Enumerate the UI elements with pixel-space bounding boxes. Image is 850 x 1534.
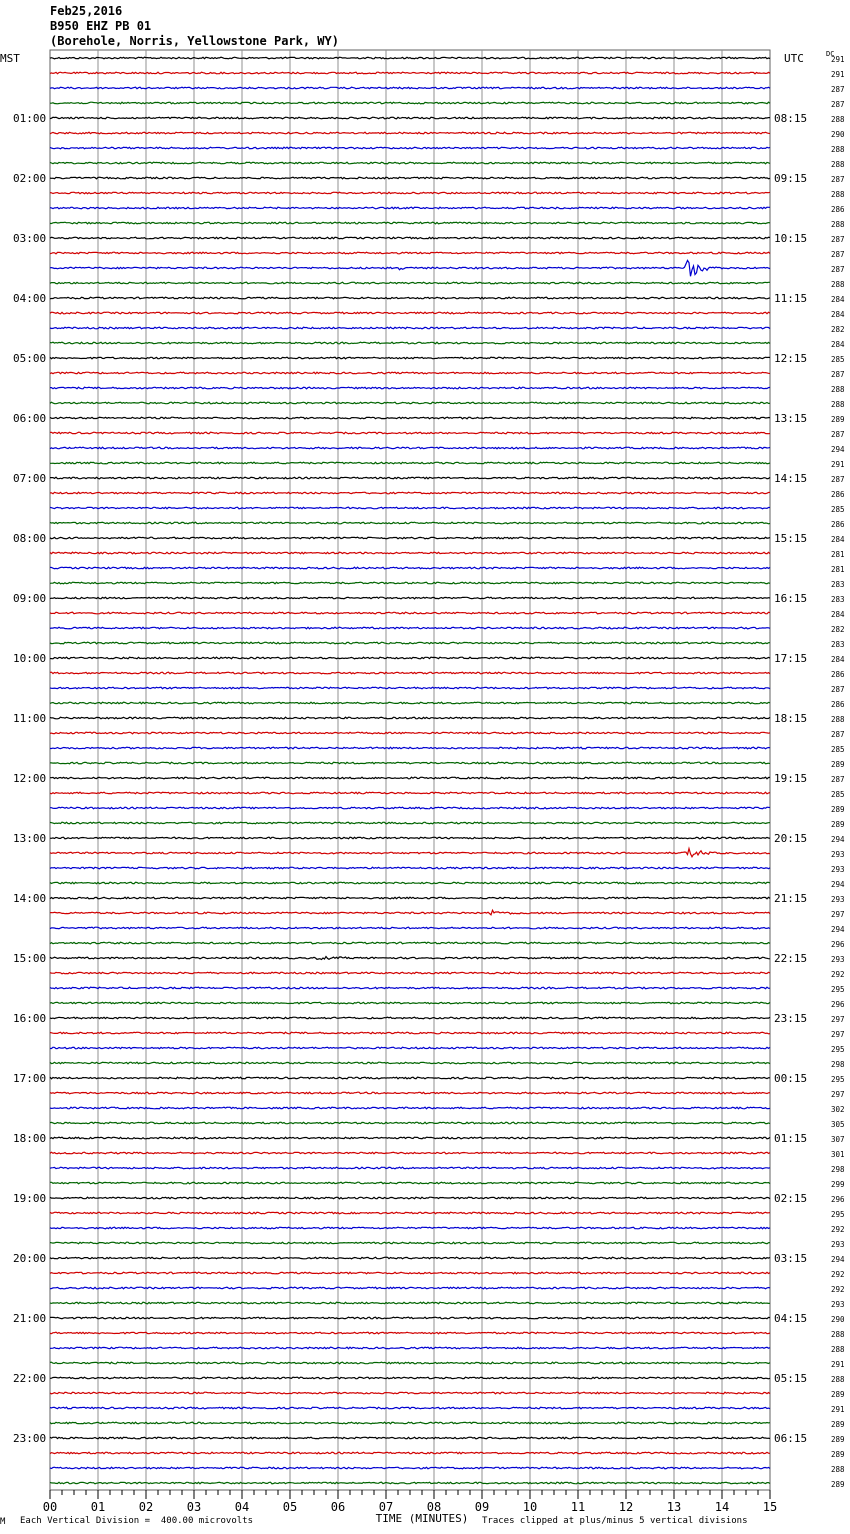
dc-offset-label: 284 [831, 295, 845, 304]
dc-offset-label: 291 [831, 70, 845, 79]
dc-offset-label: 288 [831, 190, 845, 199]
dc-offset-label: 289 [831, 1480, 845, 1489]
left-hour-label: 21:00 [13, 1312, 47, 1325]
dc-offset-label: 289 [831, 760, 845, 769]
x-tick-label: 04 [234, 1500, 250, 1514]
right-hour-label: 00:15 [774, 1072, 808, 1085]
dc-offset-label: 293 [831, 1300, 845, 1309]
seismic-trace [50, 537, 770, 539]
seismic-trace [50, 1332, 770, 1334]
right-hour-label: 12:15 [774, 352, 808, 365]
dc-offset-label: 297 [831, 910, 845, 919]
dc-offset-label: 289 [831, 805, 845, 814]
right-hour-label: 09:15 [774, 172, 808, 185]
x-tick-label: 15 [762, 1500, 778, 1514]
seismic-trace [50, 1272, 770, 1274]
x-tick-label: 11 [570, 1500, 586, 1514]
dc-offset-label: 284 [831, 655, 845, 664]
left-hour-label: 18:00 [13, 1132, 47, 1145]
dc-offset-label: 285 [831, 505, 845, 514]
dc-offset-label: 286 [831, 700, 845, 709]
seismic-trace [50, 822, 770, 824]
seismic-trace [50, 567, 770, 569]
seismic-trace [50, 717, 770, 719]
dc-offset-label: 287 [831, 475, 845, 484]
seismic-trace [50, 1182, 770, 1184]
seismic-trace [50, 342, 770, 344]
x-tick-label: 14 [714, 1500, 730, 1514]
right-hour-label: 20:15 [774, 832, 808, 845]
dc-offset-label: 288 [831, 220, 845, 229]
seismic-trace [50, 282, 770, 284]
dc-offset-label: 295 [831, 985, 845, 994]
seismic-trace [50, 1377, 770, 1379]
x-tick-label: 07 [378, 1500, 394, 1514]
dc-offset-label: 288 [831, 1465, 845, 1474]
seismic-trace [50, 252, 770, 254]
seismic-trace [50, 882, 770, 884]
seismic-trace [50, 132, 770, 134]
x-tick-label: 06 [330, 1500, 346, 1514]
seismic-trace [50, 1392, 770, 1394]
seismic-trace [50, 1422, 770, 1424]
x-axis-title: TIME (MINUTES) [375, 1512, 469, 1525]
right-hour-label: 14:15 [774, 472, 808, 485]
left-hour-label: 13:00 [13, 832, 47, 845]
dc-offset-label: 287 [831, 250, 845, 259]
seismic-trace [50, 1257, 770, 1259]
seismic-trace [50, 162, 770, 164]
dc-offset-label: 287 [831, 430, 845, 439]
dc-offset-label: 287 [831, 235, 845, 244]
seismic-trace [50, 552, 770, 554]
x-tick-label: 09 [474, 1500, 490, 1514]
dc-offset-label: 285 [831, 355, 845, 364]
clip-note: Traces clipped at plus/minus 5 vertical divisions [482, 1516, 748, 1526]
seismic-trace [50, 147, 770, 149]
seismic-trace [50, 462, 770, 464]
plot-date: Feb25,2016 [50, 4, 123, 18]
right-hour-label: 06:15 [774, 1432, 808, 1445]
x-tick-label: 12 [618, 1500, 634, 1514]
seismic-trace [50, 447, 770, 449]
seismic-trace [50, 657, 770, 659]
dc-offset-label: 296 [831, 940, 845, 949]
dc-offset-label: 291 [831, 1360, 845, 1369]
x-tick-label: 13 [666, 1500, 682, 1514]
dc-offset-label: 294 [831, 925, 845, 934]
right-hour-label: 15:15 [774, 532, 808, 545]
seismic-trace [50, 1302, 770, 1304]
seismic-trace [50, 507, 770, 509]
dc-offset-label: 293 [831, 895, 845, 904]
dc-offset-label: 293 [831, 865, 845, 874]
seismic-trace [50, 1347, 770, 1349]
seismic-trace [50, 910, 770, 915]
dc-offset-label: 286 [831, 490, 845, 499]
dc-offset-label: 290 [831, 1315, 845, 1324]
left-hour-label: 14:00 [13, 892, 47, 905]
seismic-trace [50, 1122, 770, 1124]
seismic-trace [50, 1437, 770, 1439]
dc-offset-label: 292 [831, 1270, 845, 1279]
x-tick-label: 03 [186, 1500, 202, 1514]
seismic-trace [50, 297, 770, 299]
dc-offset-label: 286 [831, 205, 845, 214]
seismic-trace [50, 1242, 770, 1244]
dc-offset-label: 287 [831, 730, 845, 739]
dc-offset-label: 289 [831, 415, 845, 424]
dc-offset-label: 287 [831, 775, 845, 784]
dc-offset-label: 287 [831, 100, 845, 109]
right-hour-label: 13:15 [774, 412, 808, 425]
dc-offset-label: 284 [831, 310, 845, 319]
seismic-trace [50, 1317, 770, 1319]
seismic-trace [50, 1197, 770, 1199]
dc-offset-label: 289 [831, 1420, 845, 1429]
dc-offset-label: 287 [831, 370, 845, 379]
dc-offset-label: 281 [831, 565, 845, 574]
dc-offset-label: 281 [831, 550, 845, 559]
dc-offset-label: 283 [831, 580, 845, 589]
dc-offset-label: 288 [831, 1330, 845, 1339]
dc-offset-label: 284 [831, 535, 845, 544]
dc-offset-label: 299 [831, 1180, 845, 1189]
dc-offset-label: 288 [831, 1375, 845, 1384]
dc-offset-label: 301 [831, 1150, 845, 1159]
seismic-trace [50, 1017, 770, 1019]
seismic-trace [50, 357, 770, 359]
dc-offset-label: 284 [831, 340, 845, 349]
right-hour-label: 03:15 [774, 1252, 808, 1265]
dc-offset-label: 292 [831, 1285, 845, 1294]
dc-offset-label: 289 [831, 1450, 845, 1459]
dc-offset-label: 292 [831, 1225, 845, 1234]
seismic-trace [50, 1047, 770, 1049]
x-tick-label: 10 [522, 1500, 538, 1514]
dc-offset-label: 288 [831, 160, 845, 169]
left-hour-label: 16:00 [13, 1012, 47, 1025]
right-hour-label: 11:15 [774, 292, 808, 305]
dc-offset-label: 294 [831, 880, 845, 889]
seismic-trace [50, 177, 770, 179]
dc-offset-label: 298 [831, 1165, 845, 1174]
right-hour-label: 23:15 [774, 1012, 808, 1025]
dc-offset-label: 297 [831, 1030, 845, 1039]
seismic-trace [50, 672, 770, 674]
left-hour-label: 06:00 [13, 412, 47, 425]
seismic-trace [50, 1167, 770, 1169]
dc-offset-label: 283 [831, 640, 845, 649]
left-hour-label: 02:00 [13, 172, 47, 185]
dc-offset-label: 287 [831, 265, 845, 274]
dc-offset-label: 290 [831, 130, 845, 139]
left-hour-label: 08:00 [13, 532, 47, 545]
seismic-trace [50, 1467, 770, 1469]
trace-group [50, 57, 770, 1484]
dc-offset-label: 288 [831, 715, 845, 724]
left-hour-label: 11:00 [13, 712, 47, 725]
dc-offset-label: 295 [831, 1075, 845, 1084]
left-hour-label: 15:00 [13, 952, 47, 965]
seismic-trace [50, 477, 770, 479]
seismic-trace [50, 1107, 770, 1109]
dc-offset-label: 292 [831, 970, 845, 979]
seismic-trace [50, 260, 770, 276]
seismic-trace [50, 117, 770, 119]
right-hour-label: 21:15 [774, 892, 808, 905]
seismic-trace [50, 642, 770, 644]
seismic-trace [50, 987, 770, 989]
left-hour-label: 09:00 [13, 592, 47, 605]
dc-offset-label: 285 [831, 790, 845, 799]
seismic-trace [50, 72, 770, 74]
seismic-trace [50, 732, 770, 734]
seismic-trace [50, 1362, 770, 1364]
seismic-trace [50, 492, 770, 494]
dc-offset-label: 286 [831, 520, 845, 529]
x-tick-label: 02 [138, 1500, 154, 1514]
seismic-trace [50, 192, 770, 194]
seismic-trace [50, 927, 770, 929]
left-hour-label: 05:00 [13, 352, 47, 365]
dc-offset-label: 296 [831, 1195, 845, 1204]
dc-offset-label: 285 [831, 745, 845, 754]
seismic-trace [50, 1152, 770, 1154]
dc-offset-label: 297 [831, 1015, 845, 1024]
dc-offset-label: 289 [831, 1390, 845, 1399]
left-hour-label: 01:00 [13, 112, 47, 125]
seismic-trace [50, 837, 770, 839]
seismic-trace [50, 207, 770, 209]
seismic-trace [50, 792, 770, 794]
right-hour-label: 08:15 [774, 112, 808, 125]
right-hour-label: 22:15 [774, 952, 808, 965]
dc-offset-label: 282 [831, 625, 845, 634]
seismic-trace [50, 867, 770, 869]
seismic-trace [50, 612, 770, 614]
seismic-trace [50, 222, 770, 224]
seismic-trace [50, 582, 770, 584]
seismic-trace [50, 1482, 770, 1484]
dc-offset-label: 289 [831, 1435, 845, 1444]
right-timezone-label: UTC [784, 52, 804, 65]
right-hour-label: 02:15 [774, 1192, 808, 1205]
dc-offset-label: 287 [831, 85, 845, 94]
seismic-trace [50, 327, 770, 329]
left-hour-label: 04:00 [13, 292, 47, 305]
seismic-trace [50, 702, 770, 704]
left-hour-label: 10:00 [13, 652, 47, 665]
x-tick-label: 05 [282, 1500, 298, 1514]
dc-offset-label: 288 [831, 280, 845, 289]
seismic-trace [50, 402, 770, 404]
seismic-trace [50, 1002, 770, 1004]
seismic-trace [50, 597, 770, 599]
seismic-trace [50, 312, 770, 314]
seismic-trace [50, 849, 770, 857]
right-hour-label: 18:15 [774, 712, 808, 725]
seismic-trace [50, 102, 770, 104]
left-hour-label: 12:00 [13, 772, 47, 785]
seismic-trace [50, 777, 770, 779]
right-hour-label: 10:15 [774, 232, 808, 245]
dc-offset-label: 283 [831, 595, 845, 604]
seismic-trace [50, 57, 770, 59]
dc-offset-label: 289 [831, 820, 845, 829]
right-hour-label: 01:15 [774, 1132, 808, 1145]
dc-offset-label: 288 [831, 115, 845, 124]
x-tick-label: 00 [42, 1500, 58, 1514]
dc-offset-label: 293 [831, 1240, 845, 1249]
seismic-trace [50, 1452, 770, 1454]
dc-offset-label: 305 [831, 1120, 845, 1129]
dc-offset-label: 288 [831, 400, 845, 409]
seismic-trace [50, 687, 770, 689]
seismic-trace [50, 627, 770, 629]
seismic-trace [50, 1032, 770, 1034]
dc-offset-label: 284 [831, 610, 845, 619]
left-hour-label: 23:00 [13, 1432, 47, 1445]
dc-offset-label: 288 [831, 145, 845, 154]
dc-offset-label: 291 [831, 1405, 845, 1414]
dc-offset-label: 287 [831, 175, 845, 184]
dc-offset-label: 307 [831, 1135, 845, 1144]
seismic-trace [50, 957, 770, 960]
right-hour-label: 16:15 [774, 592, 808, 605]
seismic-trace [50, 87, 770, 89]
right-hour-label: 05:15 [774, 1372, 808, 1385]
seismic-trace [50, 432, 770, 434]
dc-offset-label: 282 [831, 325, 845, 334]
seismic-trace [50, 1137, 770, 1139]
dc-offset-label: 294 [831, 445, 845, 454]
scale-note: Each Vertical Division = 400.00 microvolts [20, 1516, 253, 1526]
x-tick-label: 08 [426, 1500, 442, 1514]
seismic-trace [50, 972, 770, 974]
right-hour-label: 17:15 [774, 652, 808, 665]
left-hour-label: 03:00 [13, 232, 47, 245]
dc-offset-label: 294 [831, 1255, 845, 1264]
dc-offset-label: 298 [831, 1060, 845, 1069]
dc-offset-label: 287 [831, 685, 845, 694]
left-hour-label: 17:00 [13, 1072, 47, 1085]
left-hour-label: 19:00 [13, 1192, 47, 1205]
seismic-trace [50, 1407, 770, 1409]
dc-offset-label: 291 [831, 460, 845, 469]
seismic-trace [50, 372, 770, 374]
seismic-trace [50, 1287, 770, 1289]
station-code: B950 EHZ PB 01 [50, 19, 152, 33]
right-hour-label: 04:15 [774, 1312, 808, 1325]
dc-offset-label: 293 [831, 850, 845, 859]
left-hour-label: 22:00 [13, 1372, 47, 1385]
dc-offset-label: 294 [831, 835, 845, 844]
dc-offset-label: 286 [831, 670, 845, 679]
seismic-trace [50, 417, 770, 419]
dc-offset-label: 288 [831, 385, 845, 394]
seismic-trace [50, 762, 770, 764]
seismic-trace [50, 237, 770, 239]
seismic-trace [50, 1077, 770, 1079]
dc-offset-label: 302 [831, 1105, 845, 1114]
left-hour-label: 07:00 [13, 472, 47, 485]
dc-column-label: DC [826, 50, 835, 58]
x-tick-label: 01 [90, 1500, 106, 1514]
left-timezone-label: MST [0, 52, 20, 65]
dc-offset-label: 295 [831, 1210, 845, 1219]
seismic-trace [50, 1062, 770, 1064]
right-hour-label: 19:15 [774, 772, 808, 785]
station-location: (Borehole, Norris, Yellowstone Park, WY) [50, 34, 339, 48]
seismic-trace [50, 807, 770, 809]
dc-offset-label: 293 [831, 955, 845, 964]
scale-mark: M [0, 1517, 6, 1527]
dc-offset-label: 296 [831, 1000, 845, 1009]
dc-offset-label: 288 [831, 1345, 845, 1354]
seismic-trace [50, 747, 770, 749]
seismic-trace [50, 897, 770, 899]
seismic-trace [50, 1227, 770, 1229]
seismic-trace [50, 1092, 770, 1094]
dc-offset-label: 297 [831, 1090, 845, 1099]
seismic-trace [50, 1212, 770, 1214]
left-hour-label: 20:00 [13, 1252, 47, 1265]
dc-offset-label: 295 [831, 1045, 845, 1054]
dc-offset-label: 291 [831, 55, 845, 64]
seismic-trace [50, 387, 770, 389]
seismic-trace [50, 942, 770, 944]
seismic-trace [50, 522, 770, 524]
